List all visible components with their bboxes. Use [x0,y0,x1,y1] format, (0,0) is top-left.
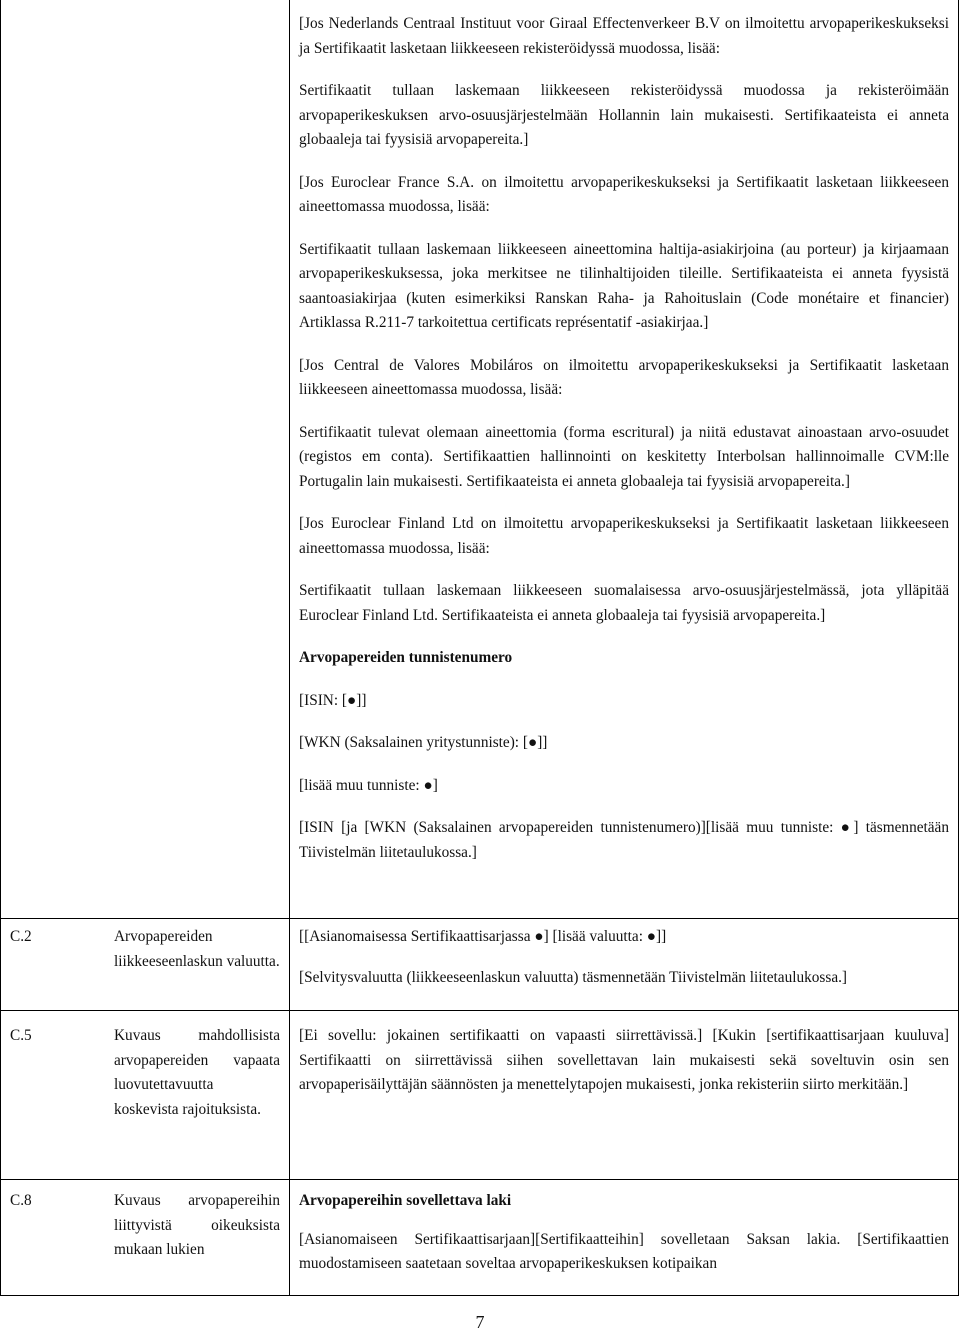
row-description: Kuvaus mahdollisista arvopapereiden vapaata luovutettavuutta koskevista rajoituksista. [114,1027,280,1118]
settlement-currency-line: [Selvitysvaluutta (liikkeeseenlaskun valuutta) täsmennetään Tiivistelmän liitetaulukossa.] [299,968,848,986]
row-divider-c5 [0,1010,959,1011]
row-code: C.5 [10,1027,32,1044]
isin-heading: Arvopapereiden tunnistenumero [299,649,513,666]
table-left-border [0,0,1,1296]
transferability-text: [Ei sovellu: jokainen sertifikaatti on vapaasti siirrettävissä.] [Kukin [sertifikaattisarjaan kuuluva] Sertifikaatti on siirrettävissä siihen sovellettavan lain mukaisesti sekä soveltuvin osin sen arvopaperisäilyttäjän säännösten ja menettelytapojen mukaisesti, jonka rekisteriin siirto merkitään.] [299,1027,949,1093]
row-description: Arvopapereiden liikkeeseenlaskun valuutta. [114,928,280,970]
currency-line: [[Asianomaisessa Sertifikaattisarjassa ●] [lisää valuutta: ●]] [299,928,667,945]
row-c5-content [299,1024,949,1098]
table-column-divider [289,0,290,1296]
row-code: C.2 [10,928,32,945]
governing-law-text: [Asianomaiseen Sertifikaattisarjaan][Sertifikaatteihin] sovelletaan Saksan lakia. [Sertifikaattien muodostamiseen saatetaan soveltaa arvopaperikeskuksen kotipaikan [299,1230,949,1272]
paragraph: [Jos Central de Valores Mobiláros on ilmoitettu arvopaperikeskukseksi ja Sertifikaatit lasketaan liikkeeseen aineettomassa muodossa, lisää: [299,356,949,398]
paragraph: Sertifikaatit tullaan laskemaan liikkeeseen rekisteröidyssä muodossa ja rekisteröimään arvopaperikeskuksen arvo-osuusjärjestelmään Hollannin lain mukaisesti. Sertifikaateista ei anneta globaaleja tai fyysisiä arvopapereita.] [299,82,949,148]
row-c2-content [299,925,949,990]
other-identifier-line: [lisää muu tunniste: ●] [299,776,438,794]
row-description: Kuvaus arvopapereihin liittyvistä oikeuksista mukaan lukien [114,1192,280,1258]
paragraph: Sertifikaatit tulevat olemaan aineettomia (forma escritural) ja niitä edustavat ainoastaan arvo-osuudet (registos em conta). Sertifikaattien hallinnointi on keskitetty Interbolsan hallinnoimalle CVM:lle Portugalin lain mukaisesti. Sertifikaateista ei anneta globaaleja tai fyysisiä arvopapereita.] [299,423,949,490]
table-right-border [958,0,959,1296]
row-c8-content [299,1189,949,1277]
wkn-line: [WKN (Saksalainen yritystunniste): [●]] [299,734,548,751]
isin-combined-line: [ISIN [ja [WKN (Saksalainen arvopapereiden tunnistenumero)][lisää muu tunniste: ●] täsmennetään Tiivistelmän liitetaulukossa.] [299,819,949,861]
paragraph: [Jos Euroclear France S.A. on ilmoitettu arvopaperikeskukseksi ja Sertifikaatit lasketaan liikkeeseen aineettomassa muodossa, lisää: [299,173,949,215]
page-number: 7 [475,1312,485,1332]
paragraph: [Jos Nederlands Centraal Instituut voor Giraal Effectenverkeer B.V on ilmoitettu arvopaperikeskukseksi ja Sertifikaatit lasketaan liikkeeseen rekisteröidyssä muodossa, lisää: [299,15,949,57]
governing-law-heading: Arvopapereihin sovellettava laki [299,1192,512,1209]
paragraph: [Jos Euroclear Finland Ltd on ilmoitettu arvopaperikeskukseksi ja Sertifikaatit lasketaan liikkeeseen aineettomassa muodossa, lisää: [299,515,949,557]
isin-line: [ISIN: [●]] [299,691,367,709]
row-divider-c8 [0,1179,959,1180]
paragraph: Sertifikaatit tullaan laskemaan liikkeeseen aineettomina haltija-asiakirjoina (au porteur) ja kirjaamaan arvopaperikeskuksessa, joka merkitsee ne tilinhaltijoiden tileille. Sertifikaateista ei anneta fyysistä saantoasiakirjaa (kuten esimerkiksi Ranskan Raha- ja Rahoituslain (Code monétaire et financier) Artiklassa R.211-7 tarkoitettua certificats représentatif -asiakirjaa.] [299,240,949,331]
table-bottom-border [0,1295,959,1296]
row-code: C.8 [10,1192,32,1209]
upper-content [299,12,949,865]
paragraph: Sertifikaatit tullaan laskemaan liikkeeseen suomalaisessa arvo-osuusjärjestelmässä, jota ylläpitää Euroclear Finland Ltd. Sertifikaateista ei anneta globaaleja tai fyysisiä arvopapereita.] [299,582,949,624]
row-divider-c2 [0,918,959,919]
